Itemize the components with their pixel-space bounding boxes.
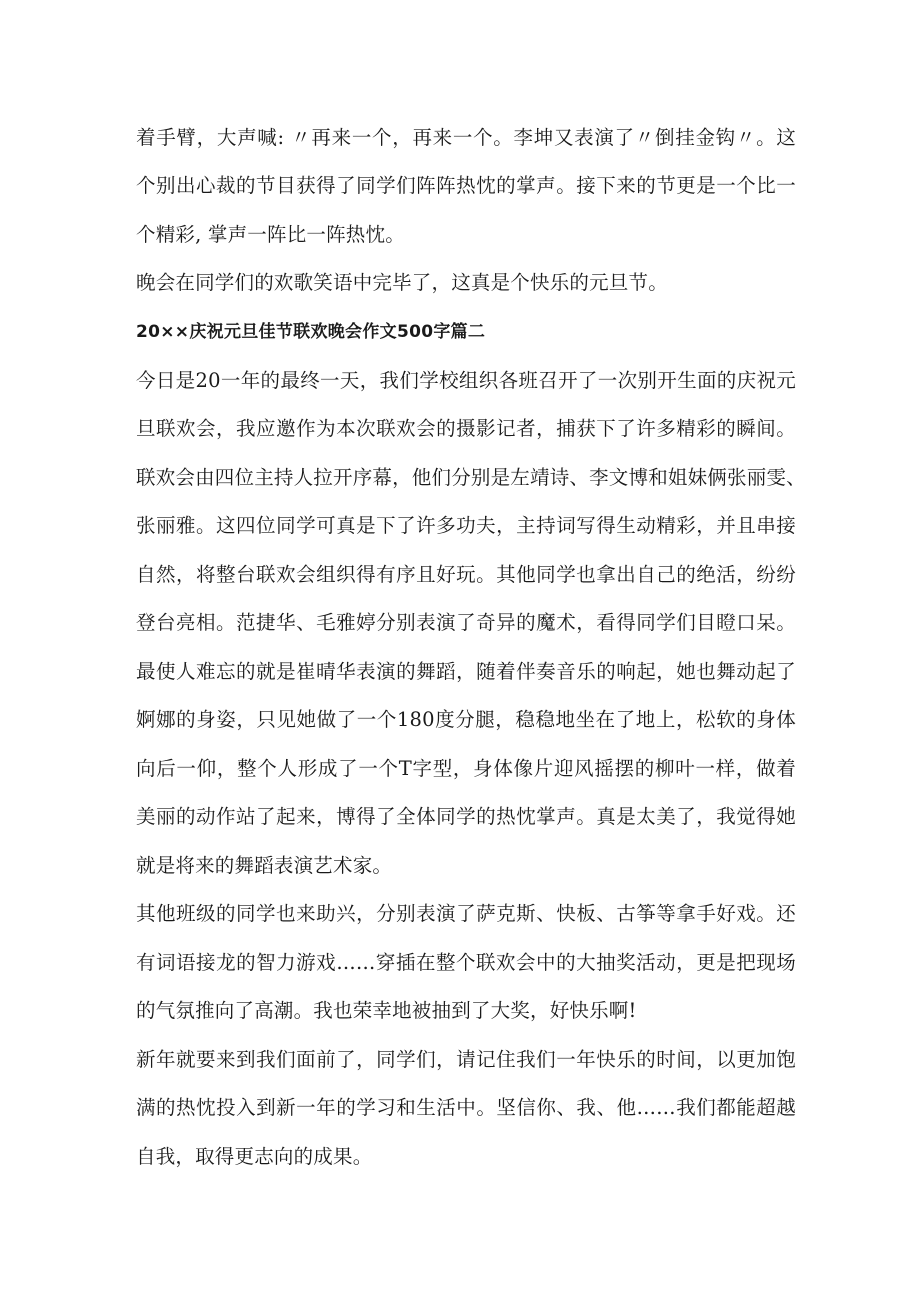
paragraph-line: 个精彩, 掌声一阵比一阵热忱。 [136, 223, 405, 246]
paragraph-line: 其他班级的同学也来助兴，分别表演了萨克斯、快板、古筝等拿手好戏。还 [136, 902, 796, 925]
paragraph-line: 就是将来的舞蹈表演艺术家。 [136, 854, 393, 877]
paragraph-line: 张丽雅。这四位同学可真是下了许多功夫，主持词写得生动精彩，并且串接 [136, 514, 796, 537]
paragraph-line: 新年就要来到我们面前了，同学们，请记住我们一年快乐的时间，以更加饱 [136, 1048, 796, 1071]
paragraph-line: 婀娜的身姿，只见她做了一个180度分腿，稳稳地坐在了地上，松软的身体 [136, 708, 796, 731]
paragraph-line: 着手臂，大声喊: 〃再来一个，再来一个。李坤又表演了〃倒挂金钩〃。这 [136, 126, 796, 149]
paragraph-line: 自我，取得更志向的成果。 [136, 1145, 373, 1168]
paragraph-line: 最使人难忘的就是崔晴华表演的舞蹈，随着伴奏音乐的响起，她也舞动起了 [136, 660, 796, 683]
paragraph-line: 联欢会由四位主持人拉开序幕，他们分别是左靖诗、李文博和姐妹俩张丽雯、 [136, 466, 806, 489]
paragraph-line: 向后一仰，整个人形成了一个T字型，身体像片迎风摇摆的柳叶一样，做着 [136, 757, 796, 780]
paragraph-line: 今日是20一年的最终一天，我们学校组织各班召开了一次别开生面的庆祝元 [136, 369, 796, 392]
paragraph-line: 的气氛推向了高潮。我也荣幸地被抽到了大奖，好快乐啊! [136, 999, 637, 1022]
paragraph-line: 美丽的动作站了起来，博得了全体同学的热忱掌声。真是太美了，我觉得她 [136, 805, 796, 828]
paragraph-line: 晚会在同学们的欢歌笑语中完毕了，这真是个快乐的元旦节。 [136, 271, 668, 294]
paragraph-line: 个别出心裁的节目获得了同学们阵阵热忱的掌声。接下来的节更是一个比一 [136, 174, 796, 197]
paragraph-line: 登台亮相。范捷华、毛雅婷分别表演了奇异的魔术，看得同学们目瞪口呆。 [136, 611, 796, 634]
paragraph-line: 自然，将整台联欢会组织得有序且好玩。其他同学也拿出自己的绝活，纷纷 [136, 563, 796, 586]
paragraph-line: 满的热忱投入到新一年的学习和生活中。坚信你、我、他……我们都能超越 [136, 1096, 796, 1119]
paragraph-line: 有词语接龙的智力游戏……穿插在整个联欢会中的大抽奖活动，更是把现场 [136, 951, 796, 974]
paragraph-line: 旦联欢会，我应邀作为本次联欢会的摄影记者，捕获下了许多精彩的瞬间。 [136, 417, 796, 440]
section-heading: 20××庆祝元旦佳节联欢晚会作文500字篇二 [136, 322, 486, 342]
